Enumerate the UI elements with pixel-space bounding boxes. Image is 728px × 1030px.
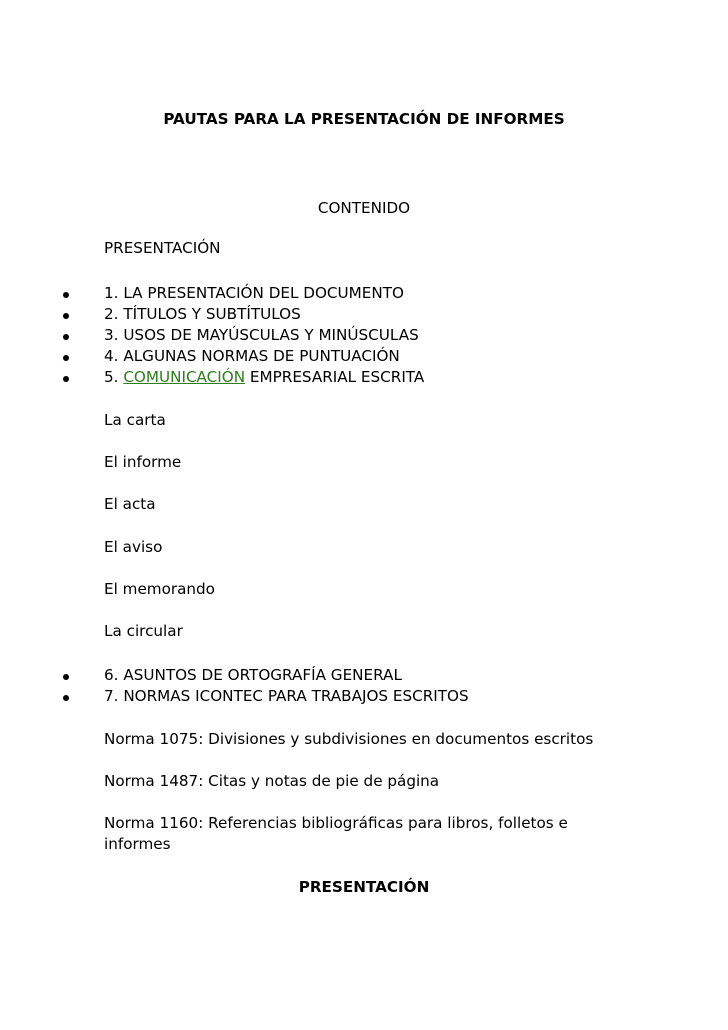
subitem-aviso: El aviso xyxy=(104,538,163,556)
bullet-icon xyxy=(63,376,69,382)
contents-heading xyxy=(0,198,728,218)
subitem-informe: El informe xyxy=(104,453,182,471)
bullet-icon xyxy=(63,334,69,340)
contents-item-presentacion: PRESENTACIÓN xyxy=(104,239,221,257)
list-item-prefix: 5. xyxy=(104,368,124,386)
list-item-suffix: EMPRESARIAL ESCRITA xyxy=(245,368,425,386)
list-item: 6. ASUNTOS DE ORTOGRAFÍA GENERAL xyxy=(104,666,402,684)
subitem-acta: El acta xyxy=(104,495,156,513)
bullet-icon xyxy=(63,695,69,701)
document-title: PAUTAS PARA LA PRESENTACIÓN DE INFORMES xyxy=(163,110,565,128)
comunicacion-link[interactable]: COMUNICACIÓN xyxy=(123,368,246,386)
contents-heading-text: CONTENIDO xyxy=(317,199,411,217)
norma-1487: Norma 1487: Citas y notas de pie de página xyxy=(104,772,440,790)
subitem-carta: La carta xyxy=(104,411,166,429)
section-heading-presentacion: PRESENTACIÓN xyxy=(298,878,430,896)
list-item xyxy=(104,367,424,387)
list-item: 2. TÍTULOS Y SUBTÍTULOS xyxy=(104,305,301,323)
list-item: 1. LA PRESENTACIÓN DEL DOCUMENTO xyxy=(104,284,404,302)
list-item: 3. USOS DE MAYÚSCULAS Y MINÚSCULAS xyxy=(104,326,419,344)
bullet-icon xyxy=(63,355,69,361)
norma-1160: Norma 1160: Referencias bibliográficas para libros, folletos e informes xyxy=(104,814,568,853)
list-item: 7. NORMAS ICONTEC PARA TRABAJOS ESCRITOS xyxy=(104,687,469,705)
bullet-icon xyxy=(63,313,69,319)
list-item: 4. ALGUNAS NORMAS DE PUNTUACIÓN xyxy=(104,347,400,365)
bullet-icon xyxy=(63,292,69,298)
norma-1075: Norma 1075: Divisiones y subdivisiones en documentos escritos xyxy=(104,730,594,748)
bullet-icon xyxy=(63,674,69,680)
subitem-circular: La circular xyxy=(104,622,183,640)
subitem-memorando: El memorando xyxy=(104,580,215,598)
